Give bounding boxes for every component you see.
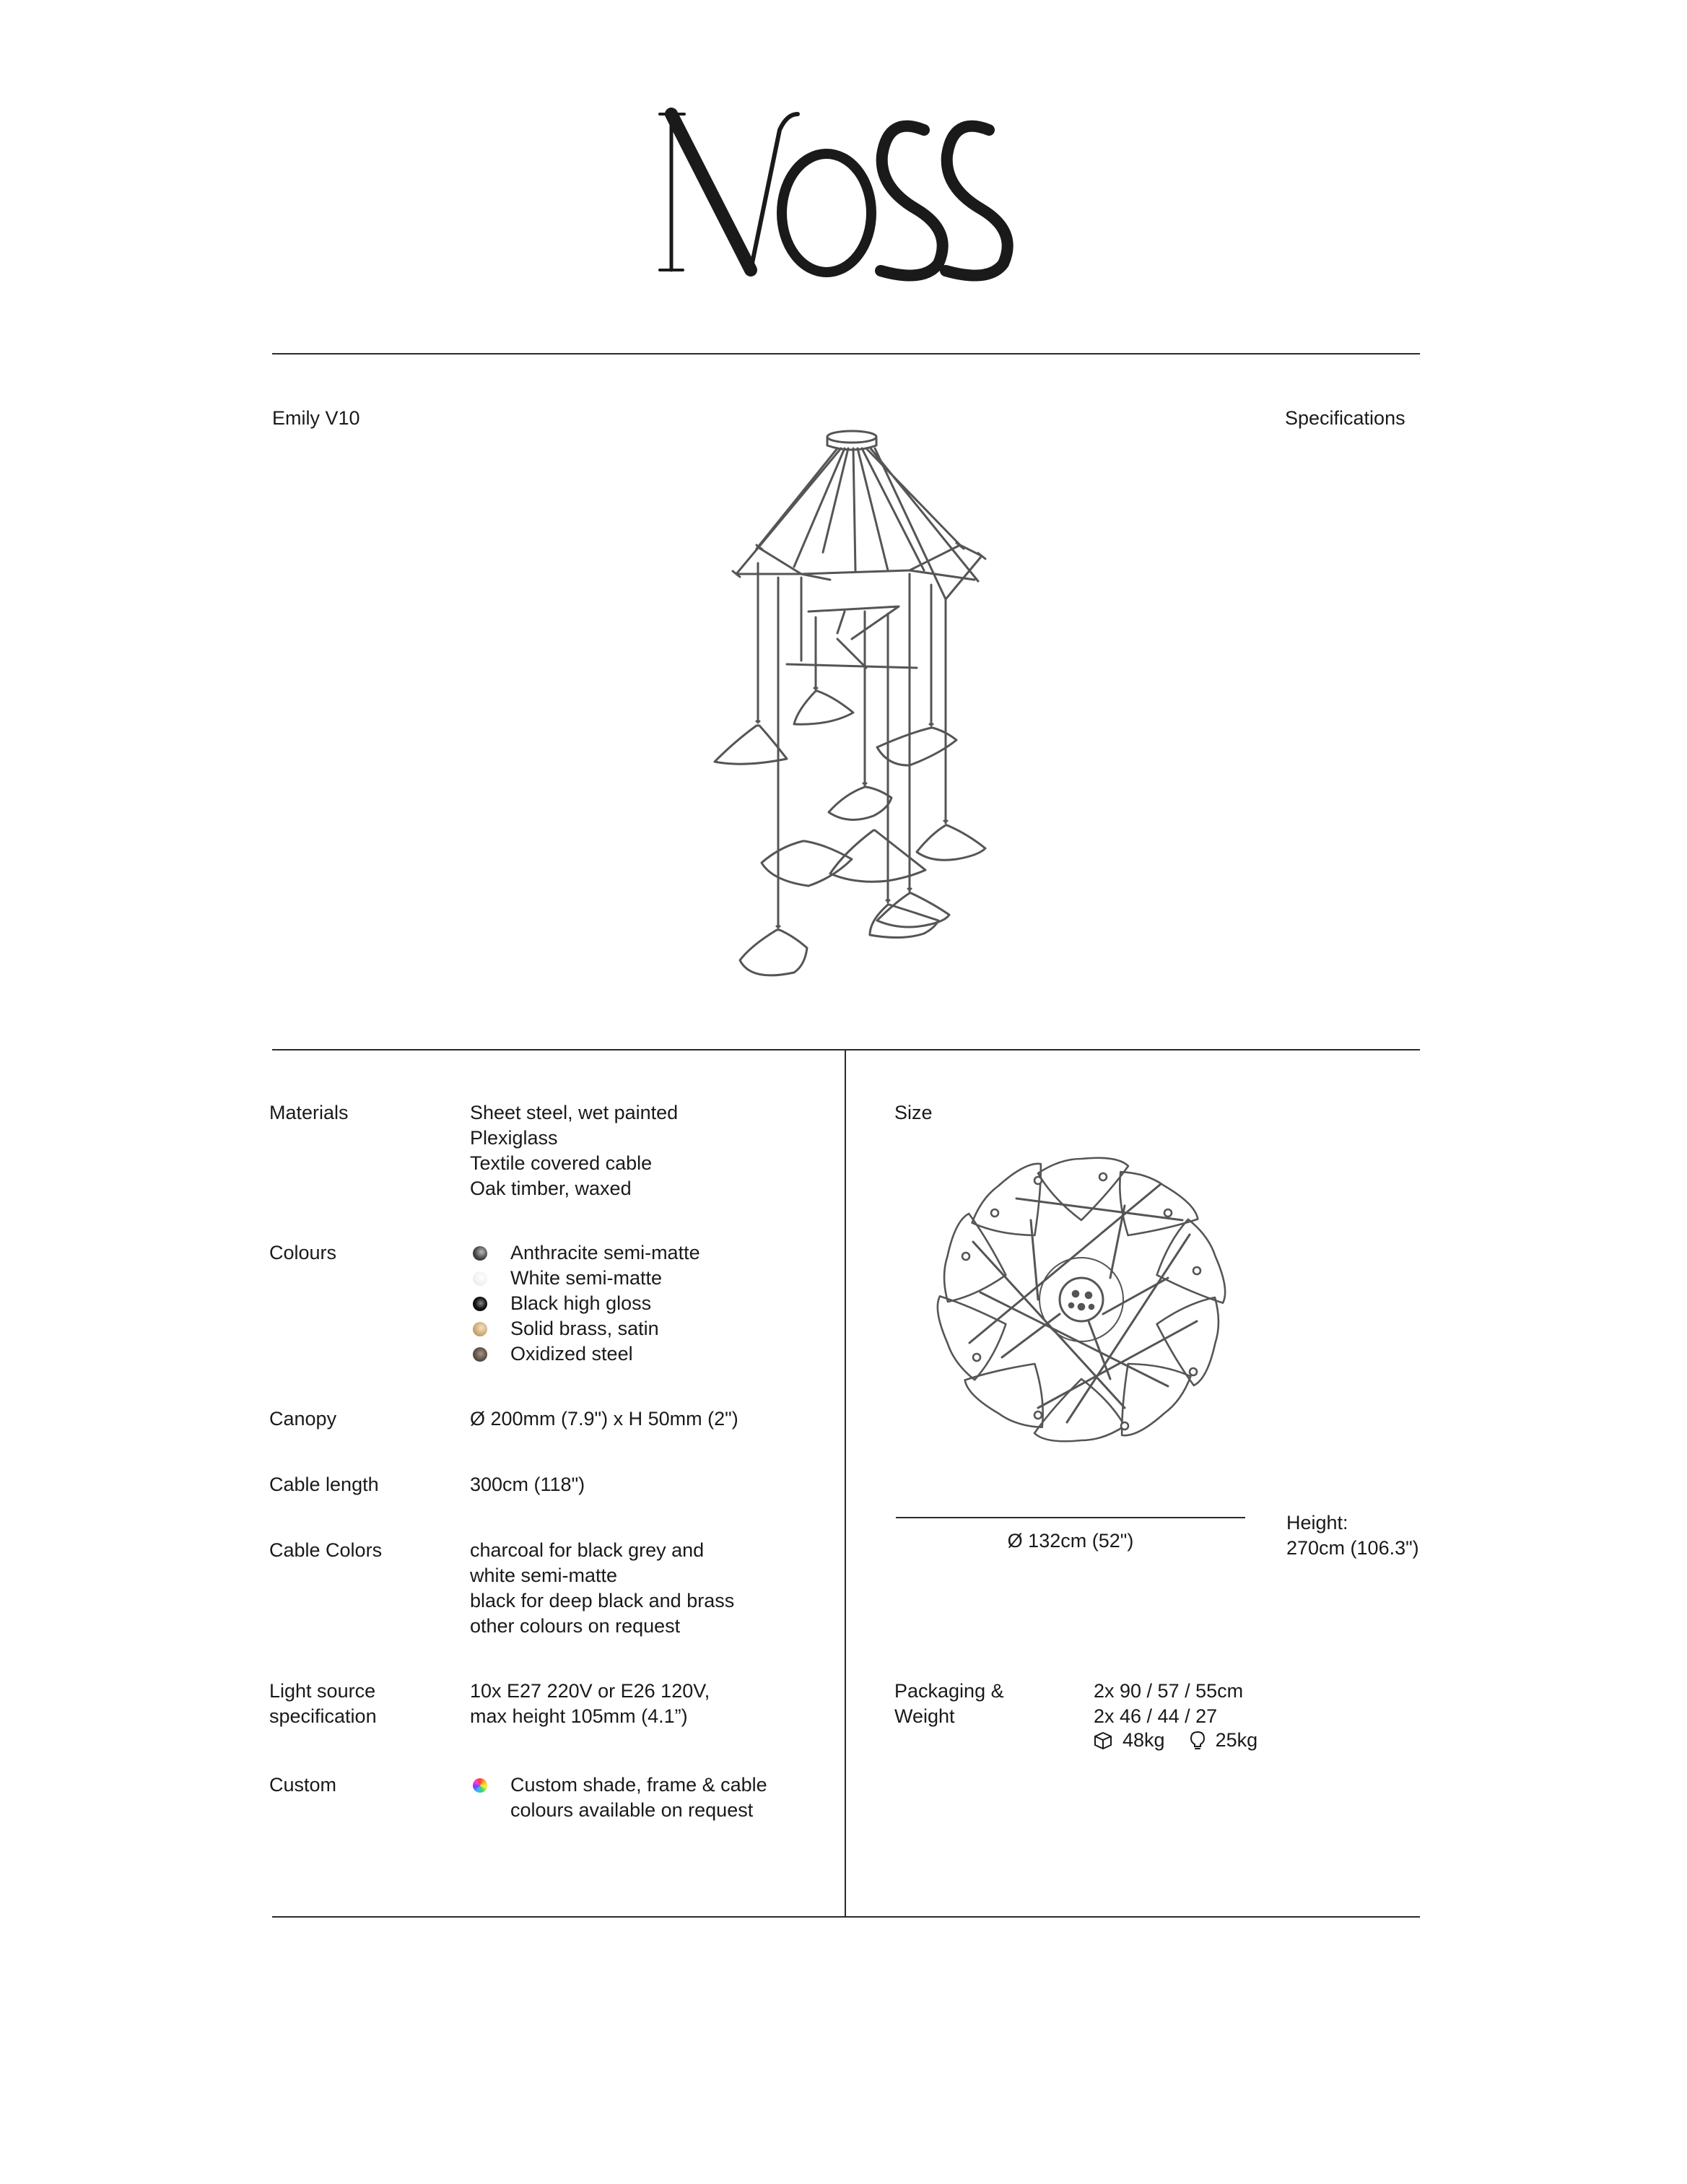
weight-row — [1094, 1728, 1257, 1753]
column-divider — [845, 1049, 846, 1917]
section-label: Specifications — [1285, 407, 1405, 429]
colour-name: Anthracite semi-matte — [510, 1242, 700, 1263]
cable-length-value: 300cm (118") — [470, 1474, 585, 1495]
diameter-dimension-line — [896, 1517, 1245, 1518]
materials-label: Materials — [269, 1102, 349, 1123]
diameter-value: Ø 132cm (52") — [1007, 1530, 1134, 1552]
size-label: Size — [894, 1102, 933, 1123]
chandelier-plan-icon — [924, 1148, 1242, 1458]
height-block — [1286, 1510, 1419, 1561]
canopy-value: Ø 200mm (7.9") x H 50mm (2") — [470, 1408, 738, 1430]
canopy-label: Canopy — [269, 1408, 337, 1430]
cable-colors-line: charcoal for black grey and — [470, 1539, 705, 1561]
oxidized-steel-swatch-icon — [473, 1347, 487, 1362]
materials-values — [470, 1100, 678, 1201]
middle-rule — [272, 1049, 1420, 1050]
gross-weight: 48kg — [1123, 1729, 1165, 1751]
colour-item — [470, 1240, 700, 1266]
custom-line: Custom shade, frame & cable — [510, 1774, 767, 1796]
colour-name: Black high gloss — [510, 1292, 652, 1314]
colour-item — [470, 1266, 700, 1291]
cable-colors-line: other colours on request — [470, 1615, 681, 1637]
packaging-values — [1094, 1679, 1243, 1729]
light-source-label — [269, 1679, 377, 1729]
logo-text: MOSS — [845, 272, 879, 284]
height-value: 270cm (106.3") — [1286, 1537, 1419, 1559]
product-elevation-drawing — [693, 422, 1011, 1014]
packaging-label-line: Packaging & — [894, 1680, 1004, 1702]
anthracite-swatch-icon — [473, 1246, 487, 1261]
colour-name: Solid brass, satin — [510, 1318, 659, 1339]
cable-length-label: Cable length — [269, 1474, 379, 1495]
light-source-line: 10x E27 220V or E26 120V, — [470, 1680, 710, 1702]
chandelier-drawing-icon — [693, 422, 1011, 1014]
materials-line: Textile covered cable — [470, 1152, 653, 1174]
packaging-label-line: Weight — [894, 1705, 955, 1727]
custom-line: colours available on request — [510, 1799, 754, 1821]
colour-item — [470, 1291, 700, 1316]
box-icon — [1094, 1731, 1112, 1750]
cable-colors-label: Cable Colors — [269, 1539, 383, 1561]
packaging-label — [894, 1679, 1004, 1729]
height-label: Height: — [1286, 1512, 1348, 1533]
cable-colors-line: white semi-matte — [470, 1565, 618, 1586]
custom-label: Custom — [269, 1774, 337, 1796]
brass-swatch-icon — [473, 1322, 487, 1336]
light-source-label-line: specification — [269, 1705, 377, 1727]
light-source-values — [470, 1679, 710, 1729]
colour-name: White semi-matte — [510, 1267, 663, 1289]
white-swatch-icon — [473, 1271, 487, 1286]
black-gloss-swatch-icon — [473, 1297, 487, 1311]
packaging-line: 2x 46 / 44 / 27 — [1094, 1705, 1218, 1727]
brand-logo — [650, 87, 1039, 289]
top-rule — [272, 353, 1420, 354]
cable-colors-line: black for deep black and brass — [470, 1590, 735, 1611]
colours-list — [470, 1240, 700, 1367]
colour-item — [470, 1316, 700, 1341]
materials-line: Sheet steel, wet painted — [470, 1102, 679, 1123]
colours-label: Colours — [269, 1242, 337, 1263]
materials-line: Plexiglass — [470, 1127, 558, 1149]
colour-name: Oxidized steel — [510, 1343, 633, 1365]
product-name: Emily V10 — [272, 407, 360, 429]
custom-values — [510, 1772, 767, 1823]
colour-item — [470, 1341, 700, 1367]
light-source-line: max height 105mm (4.1”) — [470, 1705, 688, 1727]
cable-colors-values — [470, 1538, 734, 1639]
moss-logo-icon — [650, 87, 1039, 289]
product-plan-drawing — [924, 1148, 1242, 1458]
packaging-line: 2x 90 / 57 / 55cm — [1094, 1680, 1244, 1702]
custom-rainbow-icon — [473, 1778, 487, 1793]
materials-line: Oak timber, waxed — [470, 1178, 632, 1199]
bottom-rule — [272, 1916, 1420, 1918]
net-weight: 25kg — [1215, 1729, 1258, 1751]
bulb-icon — [1190, 1731, 1206, 1751]
light-source-label-line: Light source — [269, 1680, 376, 1702]
